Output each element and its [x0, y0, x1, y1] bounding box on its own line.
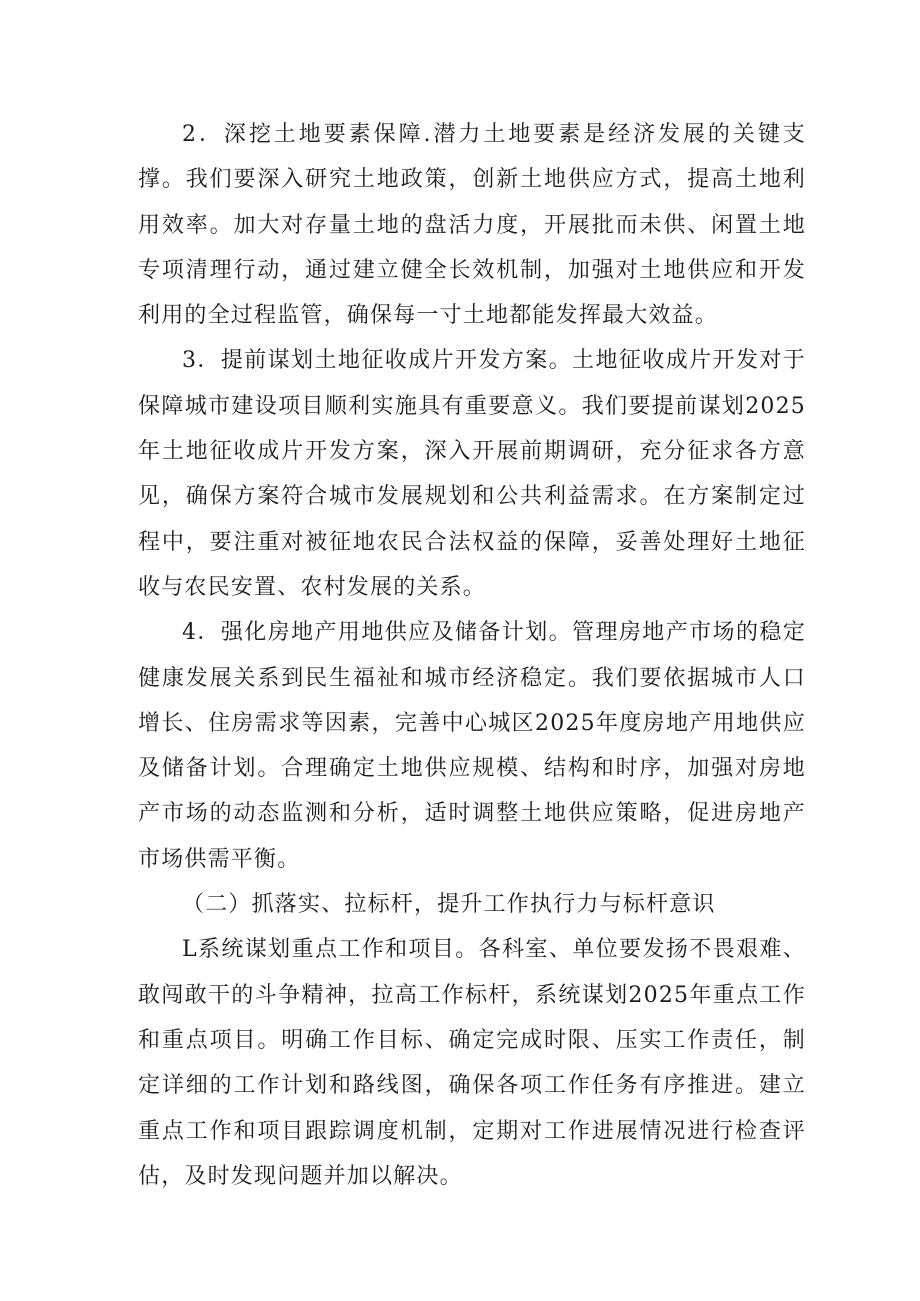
paragraph-land-expropriation-plan: 3．提前谋划土地征收成片开发方案。土地征收成片开发对于保障城市建设项目顺利实施具有重要意义。我们要提前谋划2025年土地征收成片开发方案，深入开展前期调研，充分征求各方意见，确保方案符合城市发展规划和公共利益需求。在方案制定过程中，要注重对被征地农民合法权益的保障，妥善处理好土地征收与农民安置、农村发展的关系。: [138, 348, 806, 600]
document-body: [138, 112, 806, 1199]
paragraph-key-work-planning: L系统谋划重点工作和项目。各科室、单位要发扬不畏艰难、敢闯敢干的斗争精神，拉高工作标杆，系统谋划2025年重点工作和重点项目。明确工作目标、确定完成时限、压实工作责任，制定详细的工作计划和路线图，确保各项工作任务有序推进。建立重点工作和项目跟踪调度机制，定期对工作进展情况进行检查评估，及时发现问题并加以解决。: [138, 937, 806, 1189]
section-heading: （二）抓落实、拉标杆，提升工作执行力与标杆意识: [182, 892, 716, 918]
paragraph-land-element-guarantee: 2．深挖土地要素保障.潜力土地要素是经济发展的关键支撑。我们要深入研究土地政策，创新土地供应方式，提高土地利用效率。加大对存量土地的盘活力度，开展批而未供、闲置土地专项清理行动，通过建立健全长效机制，加强对土地供应和开发利用的全过程监管，确保每一寸土地都能发挥最大效益。: [138, 122, 806, 329]
paragraph-real-estate-land-supply: 4．强化房地产用地供应及储备计划。管理房地产市场的稳定健康发展关系到民生福祉和城市经济稳定。我们要依据城市人口增长、住房需求等因素，完善中心城区2025年度房地产用地供应及储备计划。合理确定土地供应规模、结构和时序，加强对房地产市场的动态监测和分析，适时调整土地供应策略，促进房地产市场供需平衡。: [138, 620, 806, 872]
